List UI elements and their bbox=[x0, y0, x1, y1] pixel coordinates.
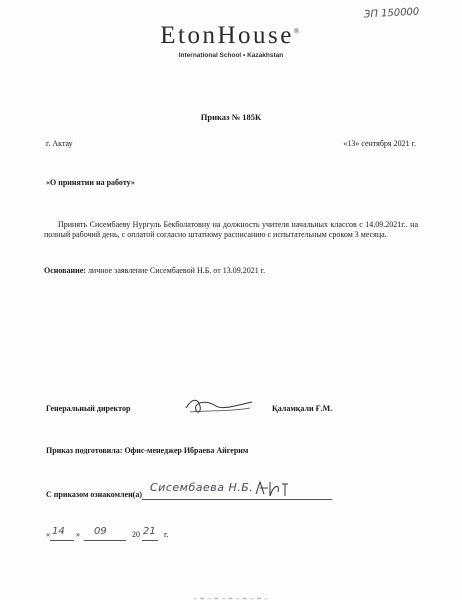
school-logo bbox=[0, 22, 462, 50]
registered-mark: ® bbox=[293, 27, 302, 36]
acquainted-signature-line bbox=[142, 499, 332, 500]
ack-month-line bbox=[84, 540, 126, 541]
director-signature bbox=[180, 394, 258, 418]
ack-date-open-quote: « bbox=[46, 530, 50, 539]
director-title: Генеральный директор bbox=[46, 404, 131, 413]
acquainted-handwriting: Сисембаева Н.Б. bbox=[150, 481, 254, 494]
ack-date bbox=[46, 526, 216, 542]
acquainted-label: С приказом ознакомлен(а) bbox=[46, 490, 142, 499]
ack-date-year-unit: г. bbox=[164, 530, 169, 539]
ack-date-month: 09 bbox=[94, 526, 107, 537]
footer-faded-line: ▁ ▂ ▁ ▂ ▁ ▂ ▁ ▂ ▁ ▂ ▁ bbox=[193, 595, 269, 600]
ack-day-line bbox=[50, 540, 74, 541]
employee-signature bbox=[252, 478, 292, 500]
order-body: Принять Сисембаеву Нургуль Бекболатовну на должность учителя начальных классов с 14.09.2021г.. на полный рабочий день, с оплатой согласно штатному расписанию с испытательным сроком 3 месяца. bbox=[44, 220, 418, 239]
ack-date-year-suffix: 21 bbox=[143, 526, 156, 537]
order-city: г. Актау bbox=[46, 139, 73, 148]
school-logo-subtitle: International School • Kazakhstan bbox=[178, 52, 284, 59]
ack-year-line bbox=[142, 540, 158, 541]
order-title: Приказ № 185К bbox=[200, 112, 262, 122]
ack-date-day: 14 bbox=[52, 526, 65, 537]
ack-date-close-quote: » bbox=[76, 530, 80, 539]
director-name: Қаламқали Ғ.М. bbox=[272, 404, 333, 413]
order-date: «13» сентября 2021 г. bbox=[343, 139, 416, 148]
ack-date-year-prefix: 20 bbox=[132, 530, 140, 539]
school-logo-text: EtonHouse bbox=[160, 22, 294, 49]
order-basis bbox=[44, 266, 265, 275]
basis-text: личное заявление Сисембаевой Н.Б. от 13.09.2021 г. bbox=[85, 266, 266, 275]
prepared-by: Приказ подготовила: Офис-менеджер Ибраева Айгерим bbox=[46, 446, 249, 455]
handwritten-salary-note: ЗП 150000 bbox=[363, 6, 420, 21]
basis-label: Основание: bbox=[44, 266, 86, 275]
order-subject: «О принятии на работу» bbox=[46, 178, 135, 187]
